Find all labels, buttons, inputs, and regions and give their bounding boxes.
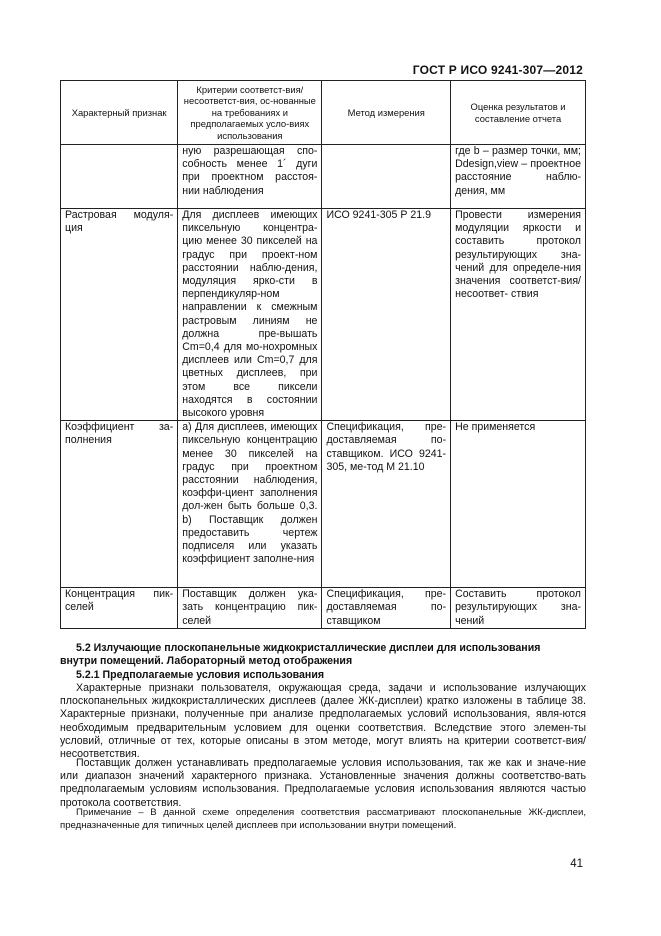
feature-cell: Концентрация пик-селей bbox=[61, 588, 178, 629]
section-title-line: 5.2 Излучающие плоскопанельные жидкокристаллические дисплеи для использования bbox=[76, 642, 541, 654]
table-row bbox=[61, 588, 586, 629]
paragraph bbox=[60, 682, 586, 761]
criteria-cell: Поставщик должен ука-зать концентрацию пик-селей bbox=[178, 588, 322, 629]
criteria-cell: ную разрешающая спо-собность менее 1´ дуги при проектном расстоя-нии наблюдения bbox=[178, 145, 322, 209]
section-title-line: внутри помещений. Лабораторный метод отображения bbox=[60, 655, 353, 668]
method-cell bbox=[322, 145, 451, 209]
document-code: ГОСТ Р ИСО 9241-307—2012 bbox=[412, 63, 583, 77]
column-header: Характерный признак bbox=[61, 81, 178, 145]
table-row bbox=[61, 209, 586, 421]
column-header: Метод измерения bbox=[322, 81, 451, 145]
criteria-cell: Для дисплеев имеющих пиксельную концентра-цию менее 30 пикселей на градус при проект-ном расстоянии наблю-дения, модуляция ярко-сти в перпендикуляр-ном направлении к смежным растровым линиям не должна пре-вышать Cm=0,4 для мо-нохромных дисплеев или Cm=0,7 для цветных дисплеев, при этом все пиксели находятся в состоянии высокого уровня bbox=[178, 209, 322, 421]
note-text: Примечание – В данной схеме определения соответствия рассматривают плоскопанельные ЖК-дисплеи, предназначенные для типичных целей дисплеев при использовании внутри помещений. bbox=[60, 807, 586, 831]
feature-cell: Растровая модуля-ция bbox=[61, 209, 178, 421]
method-cell: ИСО 9241-305 Р 21.9 bbox=[322, 209, 451, 421]
evaluation-cell: где b – размер точки, мм; Ddesign,view – проектное расстояние наблю-дения, мм bbox=[451, 145, 586, 209]
table-header-row bbox=[61, 81, 586, 145]
table-row bbox=[61, 421, 586, 588]
evaluation-cell: Не применяется bbox=[451, 421, 586, 588]
evaluation-cell: Составить протокол результирующих зна-чений bbox=[451, 588, 586, 629]
paragraph-text: Поставщик должен устанавливать предполагаемые условия использования, так же как и значе-ние или диапазон значений характерного признака. Установленные значения должны соответство-вать предполагаемым условиям использования. Предполагаемые условия использования являются частью протокола соответствия. bbox=[60, 757, 586, 809]
method-cell: Спецификация, пре-доставляемая по-ставщиком bbox=[322, 588, 451, 629]
paragraph bbox=[60, 757, 586, 810]
table-row bbox=[61, 145, 586, 209]
feature-cell bbox=[61, 145, 178, 209]
column-header: Критерии соответст-вия/несоответст-вия, ос-нованные на требованиях и предполагаемых усло-виях использования bbox=[178, 81, 322, 145]
page-number: 41 bbox=[570, 858, 583, 870]
subsection-title: 5.2.1 Предполагаемые условия использования bbox=[76, 669, 325, 681]
paragraph-text: Характерные признаки пользователя, окружающая среда, задачи и использование излучающих плоскопанельных жидкокристаллических дисплеев (далее ЖК-дисплеи) кратко изложены в таблице 38. Характерные признаки, полученные при анализе предполагаемых условий использования, явля-ются необходимым предварительным условием для оценки соответствия. Вследствие этого элемен-ты условий, отличные от тех, которые описаны в этом методе, могут влиять на критерии соответст-вия/несоответствия. bbox=[60, 682, 586, 761]
note bbox=[60, 807, 586, 832]
criteria-cell: а) Для дисплеев, имеющих пиксельную концентрацию менее 30 пикселей на градус при проектном расстоянии наблюдения, коэффи-циент заполнения дол-жен быть больше 0,3. b) Поставщик должен предоставить чертеж подписеля или указать коэффициент заполне-ния bbox=[178, 421, 322, 588]
evaluation-cell: Провести измерения модуляции яркости и составить протокол результирующих зна-чений для определе-ния значения соответст-вия/несоответ- ствия bbox=[451, 209, 586, 421]
feature-cell: Коэффициент за-полнения bbox=[61, 421, 178, 588]
section-title bbox=[60, 642, 586, 668]
method-cell: Спецификация, пре-доставляемая по-ставщиком. ИСО 9241-305, ме-тод М 21.10 bbox=[322, 421, 451, 588]
column-header: Оценка результатов и составление отчета bbox=[451, 81, 586, 145]
requirements-table bbox=[60, 80, 586, 629]
